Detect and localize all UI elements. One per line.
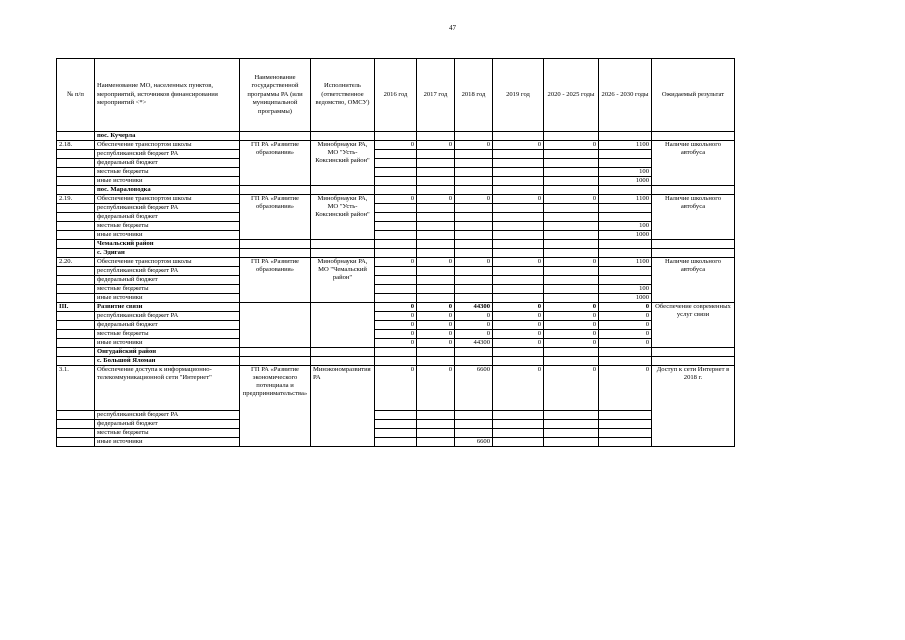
- district-label: Онгудайский район: [95, 348, 240, 357]
- table-row: федеральный бюджет: [57, 420, 735, 429]
- header-result: Ожидаемый результат: [652, 59, 735, 132]
- row-program: ГП РА «Развитие образования»: [240, 258, 311, 303]
- row-executor: Минобрнауки РА, МО "Чемальский район": [311, 258, 375, 303]
- row-program: ГП РА «Развитие образования»: [240, 141, 311, 186]
- row-name: Обеспечение транспортом школы: [95, 141, 240, 150]
- locality-row: [57, 186, 735, 195]
- header-2017: 2017 год: [417, 59, 455, 132]
- row-program: ГП РА «Развитие экономического потенциала и предпринимательства»: [240, 366, 311, 447]
- table-row: республиканский бюджет РА: [57, 204, 735, 213]
- table-row: местные бюджеты 100: [57, 222, 735, 231]
- program-table: [56, 58, 735, 447]
- header-2019: 2019 год: [493, 59, 544, 132]
- locality-label: с. Большой Яломан: [95, 357, 240, 366]
- page-number: 47: [449, 24, 456, 32]
- row-name: Обеспечение транспортом школы: [95, 195, 240, 204]
- table-row: иные источники 1000: [57, 294, 735, 303]
- locality-label: пос. Кучерла: [95, 132, 240, 141]
- table-row: 2.19. Обеспечение транспортом школы ГП РА «Развитие образования» Минобрнауки РА, МО "Усть-Коксинский район" 0 0 0 0 0 1100 Наличие школьного автобуса: [57, 195, 735, 204]
- row-num: 2.19.: [57, 195, 95, 204]
- row-name: Обеспечение доступа к информационно-телекоммуникационной сети "Интернет": [95, 366, 240, 411]
- row-name: Обеспечение транспортом школы: [95, 258, 240, 267]
- row-executor: Минобрнауки РА, МО "Усть-Коксинский район": [311, 195, 375, 240]
- table-row: 2.20. Обеспечение транспортом школы ГП РА «Развитие образования» Минобрнауки РА, МО "Чемальский район" 0 0 0 0 0 1100 Наличие школьного автобуса: [57, 258, 735, 267]
- table-row: федеральный бюджет: [57, 276, 735, 285]
- locality-row: [57, 249, 735, 258]
- table-row: федеральный бюджет: [57, 159, 735, 168]
- table-row: 3.1. Обеспечение доступа к информационно-телекоммуникационной сети "Интернет" ГП РА «Развитие экономического потенциала и предпринимательства» Минэкономразвития РА 0 0 6600 0 0 0 Доступ к сети Интернет в 2018 г.: [57, 366, 735, 411]
- table-row: иные источники 1000: [57, 177, 735, 186]
- table-row: республиканский бюджет РА 0 0 0 0 0 0: [57, 312, 735, 321]
- row-num: III.: [57, 303, 95, 312]
- table-row: федеральный бюджет: [57, 213, 735, 222]
- row-result: Наличие школьного автобуса: [652, 195, 735, 240]
- table-row: республиканский бюджет РА: [57, 267, 735, 276]
- table-row: федеральный бюджет 0 0 0 0 0 0: [57, 321, 735, 330]
- row-result: Доступ к сети Интернет в 2018 г.: [652, 366, 735, 447]
- locality-row: [57, 357, 735, 366]
- header-2018: 2018 год: [455, 59, 493, 132]
- row-result: Обеспечение современных услуг связи: [652, 303, 735, 348]
- table-row: III. Развитие связи 0 0 44300 0 0 0 Обеспечение современных услуг связи: [57, 303, 735, 312]
- table-row: местные бюджеты 0 0 0 0 0 0: [57, 330, 735, 339]
- district-row: [57, 240, 735, 249]
- header-2016: 2016 год: [375, 59, 417, 132]
- table-row: 2.18. Обеспечение транспортом школы ГП РА «Развитие образования» Минобрнауки РА, МО "Усть-Коксинский район" 0 0 0 0 0 1100 Наличие школьного автобуса: [57, 141, 735, 150]
- header-executor: Исполнитель (ответственное ведомство, ОМСУ): [311, 59, 375, 132]
- table-row: местные бюджеты 100: [57, 168, 735, 177]
- header-2020-2025: 2020 - 2025 годы: [544, 59, 599, 132]
- row-result: Наличие школьного автобуса: [652, 258, 735, 303]
- row-executor: Минобрнауки РА, МО "Усть-Коксинский район": [311, 141, 375, 186]
- table-row: республиканский бюджет РА: [57, 411, 735, 420]
- locality-label: пос. Мараловодка: [95, 186, 240, 195]
- table-row: иные источники 1000: [57, 231, 735, 240]
- table-row: местные бюджеты: [57, 429, 735, 438]
- header-num: № п/п: [57, 59, 95, 132]
- table-row: иные источники 6600: [57, 438, 735, 447]
- row-name: Развитие связи: [95, 303, 240, 312]
- row-num: 2.20.: [57, 258, 95, 267]
- district-label: Чемальский район: [95, 240, 240, 249]
- district-row: [57, 348, 735, 357]
- header-name: Наименование МО, населенных пунктов, мероприятий, источников финансирования мероприятий <*>: [95, 59, 240, 132]
- row-num: 2.18.: [57, 141, 95, 150]
- table-row: республиканский бюджет РА: [57, 150, 735, 159]
- row-num: 3.1.: [57, 366, 95, 411]
- row-program: ГП РА «Развитие образования»: [240, 195, 311, 240]
- header-2026-2030: 2026 - 2030 годы: [599, 59, 652, 132]
- locality-label: с. Эдиган: [95, 249, 240, 258]
- row-result: Наличие школьного автобуса: [652, 141, 735, 186]
- header-program: Наименование государственной программы РА (или муниципальной программы): [240, 59, 311, 132]
- locality-row: [57, 132, 735, 141]
- header-row: [57, 59, 735, 132]
- table-row: иные источники 0 0 44300 0 0 0: [57, 339, 735, 348]
- table-row: местные бюджеты 100: [57, 285, 735, 294]
- row-executor: Минэкономразвития РА: [311, 366, 375, 447]
